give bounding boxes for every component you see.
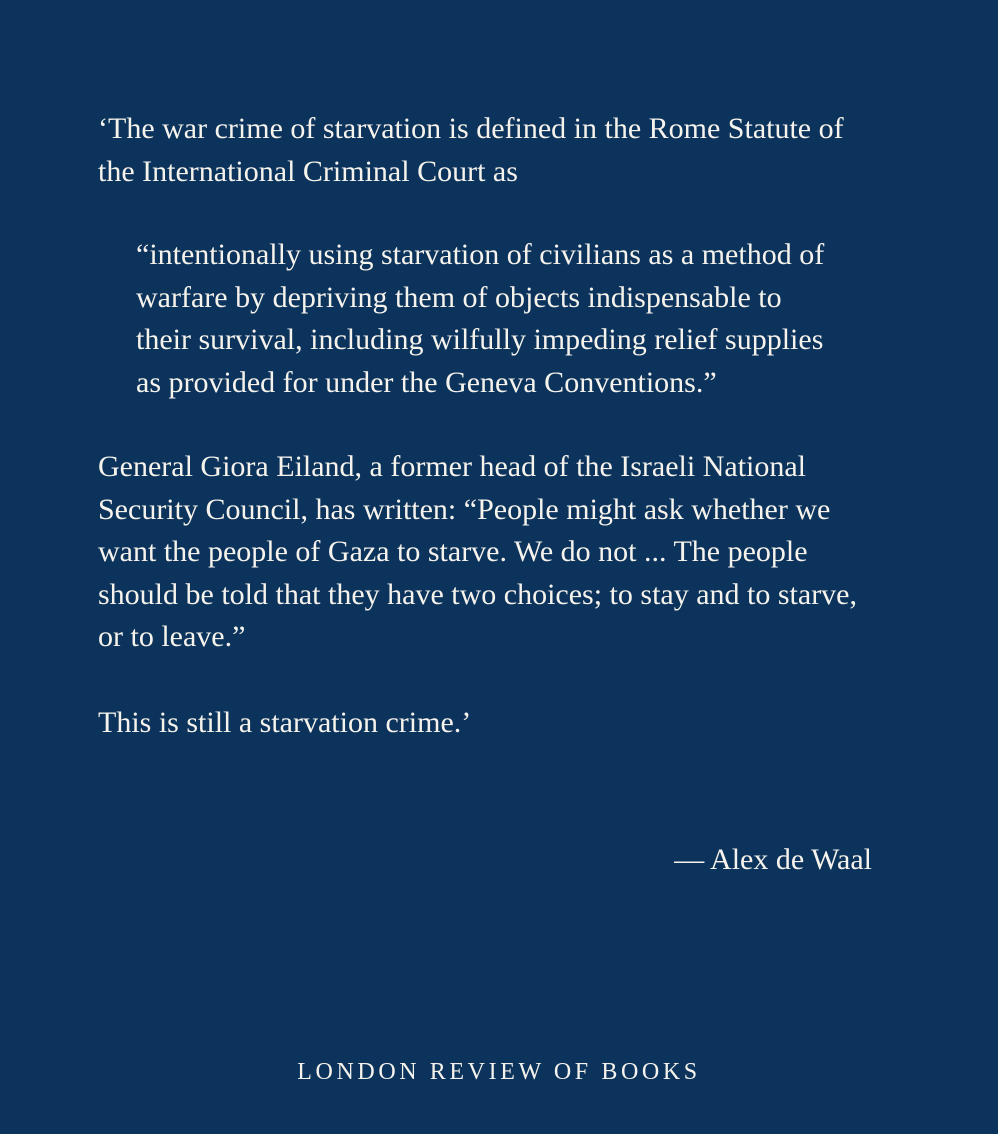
quote-attribution: — Alex de Waal (674, 843, 872, 876)
eiland-statement: General Giora Eiland, a former head of the Israeli National Security Council, has written: “People might ask whether we want the people of Gaza to starve. We do not ... The people should be told that they have two choices; to stay and to starve, or to leave.” (98, 450, 857, 653)
publication-name: LONDON REVIEW OF BOOKS (297, 1059, 701, 1085)
quote-body (98, 108, 878, 744)
quote-closing: This is still a starvation crime.’ (98, 705, 472, 739)
quote-intro: ‘The war crime of starvation is defined in the Rome Statute of the International Criminal Court as (98, 112, 844, 188)
statute-block-quote: “intentionally using starvation of civilians as a method of warfare by depriving them of objects indispensable to their survival, including wilfully impeding relief supplies as provided for under the Geneva Conventions.” (136, 238, 825, 399)
